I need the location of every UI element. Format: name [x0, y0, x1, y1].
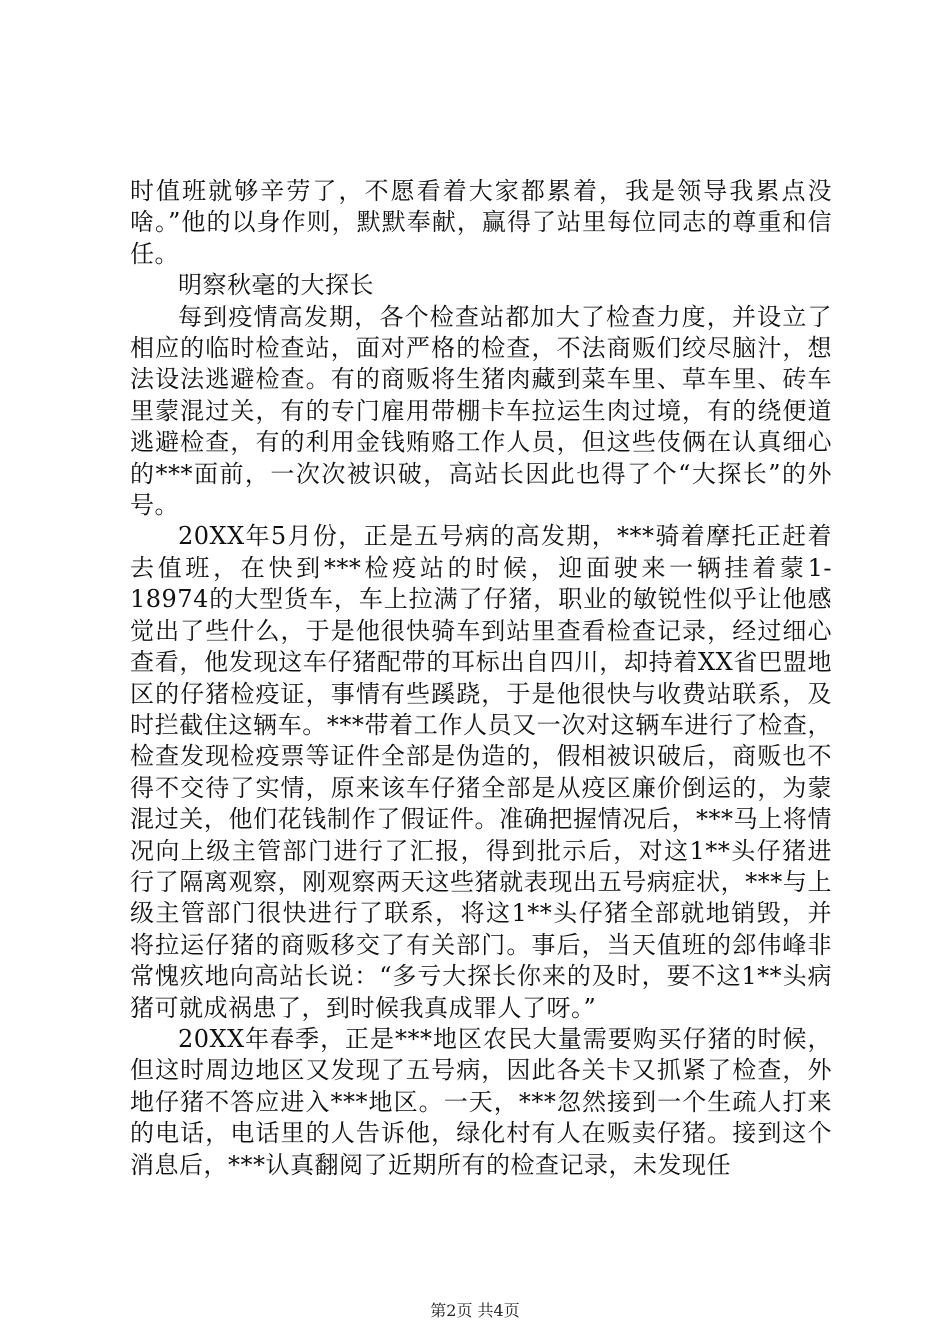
document-body	[130, 176, 832, 1181]
paragraph: 每到疫情高发期，各个检查站都加大了检查力度，并设立了相应的临时检查站，面对严格的检查，不法商贩们绞尽脑汁，想法设法逃避检查。有的商贩将生猪肉藏到菜车里、草车里、砖车里蒙混过关，有的专门雇用带棚卡车拉运生肉过境，有的绕便道逃避检查，有的利用金钱贿赂工作人员，但这些伎俩在认真细心的***面前，一次次被识破，高站长因此也得了个“大探长”的外号。	[130, 302, 832, 520]
paragraph: 20XX年5月份，正是五号病的高发期，***骑着摩托正赶着去值班，在快到***检疫站的时候，迎面驶来一辆挂着蒙1-18974的大型货车，车上拉满了仔猪，职业的敏锐性似乎让他感觉出了些什么，于是他很快骑车到站里查看检查记录，经过细心查看，他发现这车仔猪配带的耳标出自四川，却持着XX省巴盟地区的仔猪检疫证，事情有些蹊跷，于是他很快与收费站联系，及时拦截住这辆车。***带着工作人员又一次对这辆车进行了检查，检查发现检疫票等证件全部是伪造的，假相被识破后，商贩也不得不交待了实情，原来该车仔猪全部是从疫区廉价倒运的，为蒙混过关，他们花钱制作了假证件。准确把握情况后，***马上将情况向上级主管部门进行了汇报，得到批示后，对这1**头仔猪进行了隔离观察，刚观察两天这些猪就表现出五号病症状，***与上级主管部门很快进行了联系，将这1**头仔猪全部就地销毁，并将拉运仔猪的商贩移交了有关部门。事后，当天值班的郐伟峰非常愧疚地向高站长说：“多亏大探长你来的及时，要不这1**头病猪可就成祸患了，到时候我真成罪人了呀。”	[130, 522, 832, 1022]
section-heading: 明察秋毫的大探长	[178, 271, 374, 300]
paragraph: 20XX年春季，正是***地区农民大量需要购买仔猪的时候，但这时周边地区又发现了五号病，因此各关卡又抓紧了检查，外地仔猪不答应进入***地区。一天，***忽然接到一个生疏人打来的电话，电话里的人告诉他，绿化村有人在贩卖仔猪。接到这个消息后，***认真翻阅了近期所有的检查记录，未发现任	[130, 1024, 832, 1179]
paragraph-continuation: 时值班就够辛劳了，不愿看着大家都累着，我是领导我累点没啥。”他的以身作则，默默奉献，赢得了站里每位同志的尊重和信任。	[130, 177, 832, 268]
page-footer: 第2页 共4页	[430, 1301, 520, 1320]
